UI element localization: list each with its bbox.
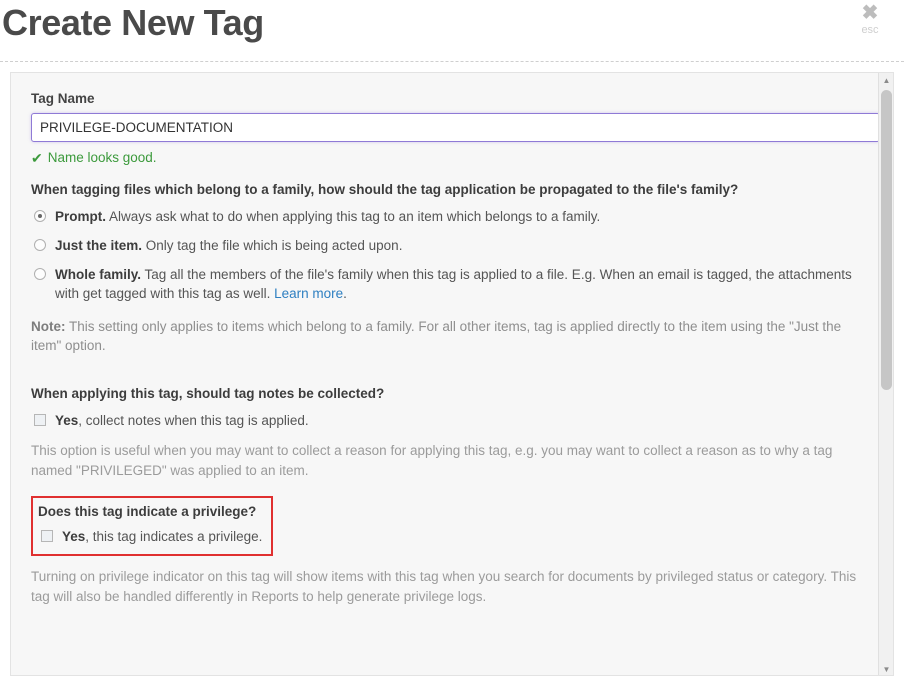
family-propagation-question: When tagging files which belong to a family, how should the tag application be propagated to the file's family? [31, 182, 739, 197]
tag-notes-question: When applying this tag, should tag notes be collected? [31, 385, 385, 401]
dialog-header [0, 0, 904, 62]
form-panel [10, 72, 894, 676]
privilege-helper-text: Turning on privilege indicator on this tag will show items with this tag when you search for documents by privileged status or category. This tag will also be handled differently in Reports to help generate privilege logs. [31, 569, 857, 604]
tag-notes-helper-text: This option is useful when you may want to collect a reason for applying this tag, e.g. you may want to collect a reason as to why a tag named "PRIVILEGED" was applied to an item. [31, 443, 833, 478]
validation-message [31, 150, 873, 165]
checkbox-label-collect-notes-strong: Yes [55, 412, 79, 428]
scroll-up-icon[interactable]: ▲ [879, 73, 894, 88]
scrollbar-thumb[interactable] [881, 90, 892, 390]
checkbox-label-privilege-text: , this tag indicates a privilege. [85, 529, 263, 545]
validation-message-text: Name looks good. [47, 150, 157, 165]
tag-name-label: Tag Name [31, 91, 95, 106]
family-note-strong: Note: [31, 318, 66, 334]
tag-name-input[interactable] [31, 113, 880, 142]
checkbox-label-privilege-strong: Yes [62, 529, 86, 545]
check-icon: ✔ [31, 149, 43, 166]
checkbox-option-privilege[interactable] [38, 527, 262, 546]
radio-option-prompt[interactable] [31, 207, 873, 226]
privilege-question: Does this tag indicate a privilege? [38, 504, 257, 520]
checkbox-icon-privilege[interactable] [41, 530, 53, 542]
radio-label-whole-family-strong: Whole family. [55, 267, 142, 283]
privilege-section [31, 496, 273, 556]
radio-label-prompt-strong: Prompt. [55, 209, 107, 224]
radio-label-just-the-item-text: Only tag the file which is being acted upon. [142, 238, 403, 254]
radio-icon-whole-family[interactable] [34, 268, 46, 280]
radio-icon-just-the-item[interactable] [34, 239, 46, 251]
radio-icon-prompt[interactable] [34, 210, 46, 222]
radio-label-prompt-text: Always ask what to do when applying this tag to an item which belongs to a family. [106, 209, 601, 224]
close-button[interactable] [848, 2, 892, 36]
vertical-scrollbar[interactable] [878, 73, 893, 676]
checkbox-label-collect-notes-text: , collect notes when this tag is applied. [78, 412, 309, 428]
checkbox-icon-collect-notes[interactable] [34, 414, 46, 426]
scroll-down-icon[interactable]: ▼ [879, 662, 894, 676]
radio-option-whole-family[interactable] [31, 265, 873, 303]
family-note [31, 317, 871, 355]
whole-family-suffix: . [343, 286, 347, 302]
radio-label-whole-family-text: Tag all the members of the file's family when this tag is applied to a file. E.g. When an email is tagged, the attachments with get tagged with this tag as well. [55, 267, 852, 302]
close-icon[interactable]: ✖ [861, 2, 879, 24]
learn-more-link[interactable]: Learn more [274, 286, 344, 302]
dialog-body [0, 63, 904, 676]
family-note-text: This setting only applies to items which belong to a family. For all other items, tag is applied directly to the item using the "Just the item" option. [31, 318, 842, 353]
radio-label-just-the-item-strong: Just the item. [55, 238, 143, 254]
checkbox-option-collect-notes[interactable] [31, 411, 873, 430]
radio-option-just-the-item[interactable] [31, 236, 873, 255]
page-title: Create New Tag [2, 2, 264, 43]
close-button-label: esc [861, 24, 879, 36]
